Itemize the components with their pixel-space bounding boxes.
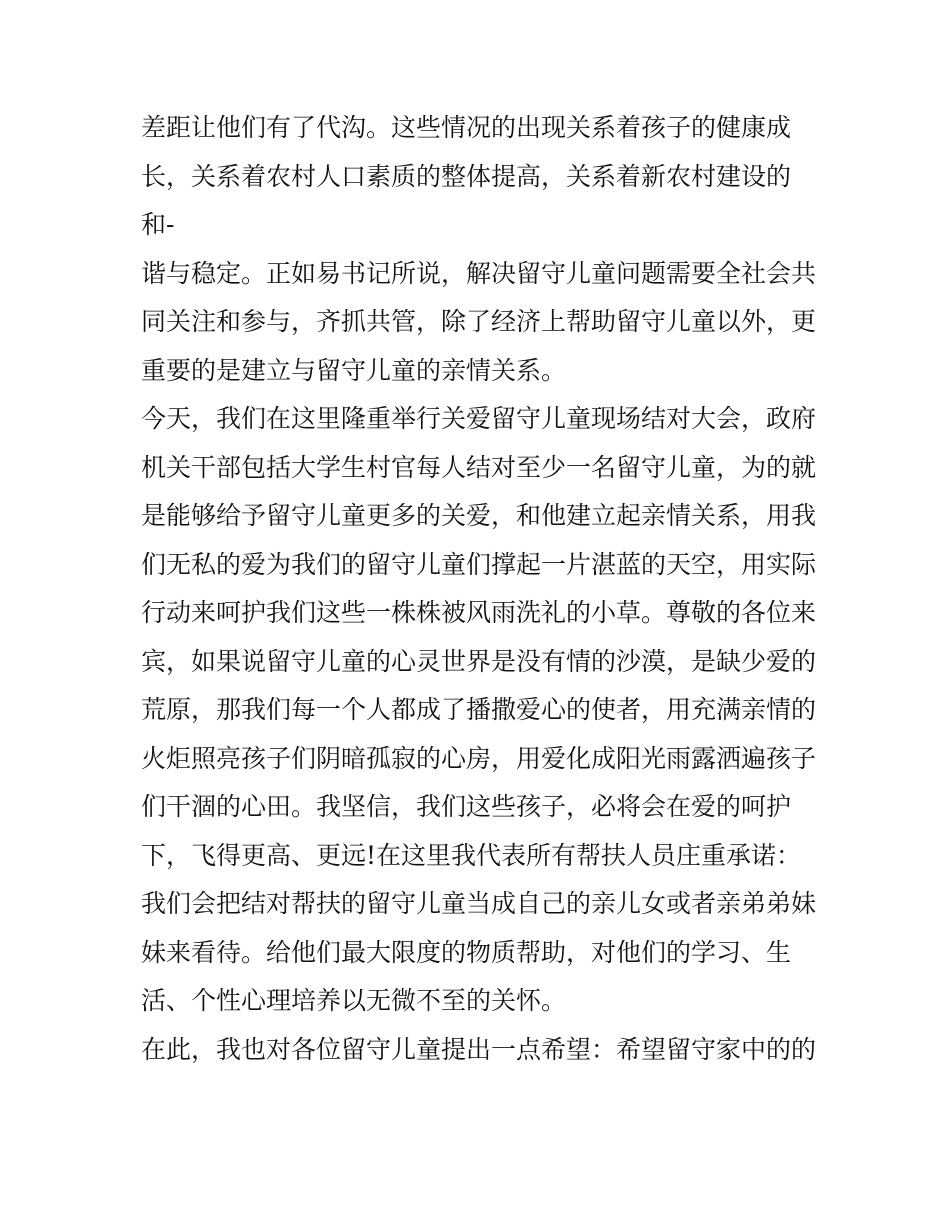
text-line: 活、个性心理培养以无微不至的关怀。	[141, 986, 567, 1015]
text-line: 差距让他们有了代沟。这些情况的出现关系着孩子的健康成	[141, 113, 792, 142]
text-line: 谐与稳定。正如易书记所说，解决留守儿童问题需要全社会共	[141, 258, 817, 288]
text-line: 重要的是建立与留守儿童的亲情关系。	[141, 355, 567, 385]
text-line: 妹来看待。给他们最大限度的物质帮助，对他们的学习、生	[141, 937, 792, 967]
text-line: 们干涸的心田。我坚信，我们这些孩子，必将会在爱的呵护	[141, 792, 792, 821]
text-line: 火炬照亮孩子们阴暗孤寂的心房，用爱化成阳光雨露洒遍孩子	[141, 743, 817, 773]
text-line: 在此，我也对各位留守儿童提出一点希望：希望留守家中的的	[141, 1034, 817, 1064]
text-line: 是能够给予留守儿童更多的关爱，和他建立起亲情关系，用我	[141, 501, 817, 530]
text-line: 荒原，那我们每一个人都成了播撒爱心的使者，用充满亲情的	[141, 695, 817, 724]
text-line: 机关干部包括大学生村官每人结对至少一名留守儿童，为的就	[141, 452, 817, 482]
text-line: 行动来呵护我们这些一株株被风雨洗礼的小草。尊敬的各位来	[141, 598, 817, 627]
text-line: 和-	[141, 210, 175, 239]
text-line: 下，飞得更高、更远!在这里我代表所有帮扶人员庄重承诺：	[141, 840, 802, 870]
text-line: 宾，如果说留守儿童的心灵世界是没有情的沙漠，是缺少爱的	[141, 646, 817, 676]
text-line: 我们会把结对帮扶的留守儿童当成自己的亲儿女或者亲弟弟妹	[141, 889, 817, 918]
text-line: 今天，我们在这里隆重举行关爱留守儿童现场结对大会，政府	[141, 404, 817, 433]
body-text	[141, 106, 821, 1072]
text-line: 们无私的爱为我们的留守儿童们撑起一片湛蓝的天空，用实际	[141, 549, 817, 579]
text-line: 长，关系着农村人口素质的整体提高，关系着新农村建设的	[141, 161, 792, 191]
text-line: 同关注和参与，齐抓共管，除了经济上帮助留守儿童以外，更	[141, 307, 817, 336]
